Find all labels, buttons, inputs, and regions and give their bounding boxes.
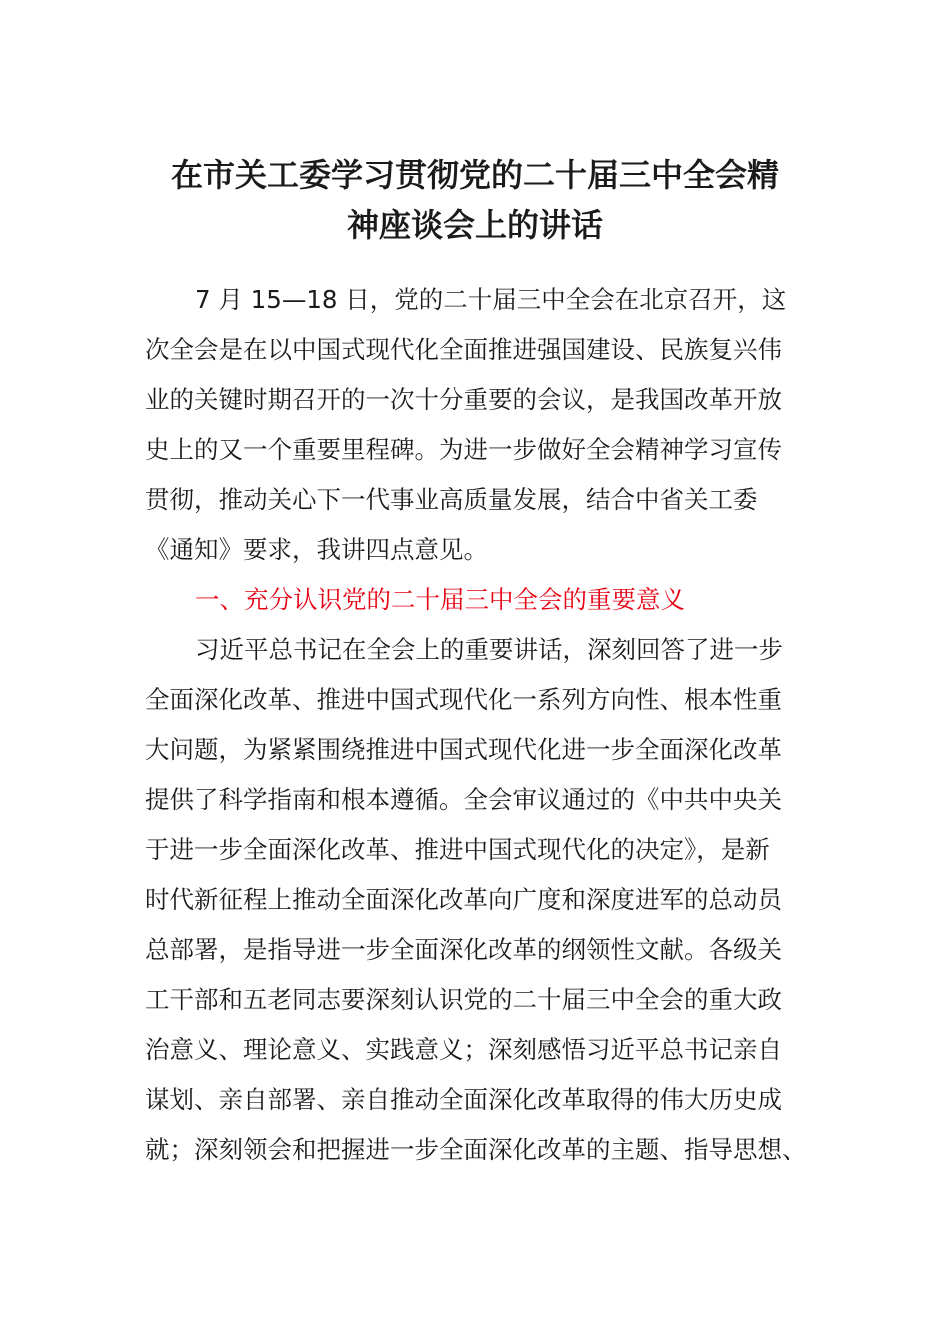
paragraph-line: 业的关键时期召开的一次十分重要的会议，是我国改革开放 [145,385,782,414]
paragraph-intro [145,275,795,575]
paragraph-line: 史上的又一个重要里程碑。为进一步做好全会精神学习宣传 [145,435,782,464]
title-line-1: 在市关工委学习贯彻党的二十届三中全会精 [170,156,779,194]
paragraph-line: 全面深化改革、推进中国式现代化一系列方向性、根本性重 [145,685,782,714]
document-title [120,150,830,250]
paragraph-significance [145,625,807,1175]
paragraph-line: 谋划、亲自部署、亲自推动全面深化改革取得的伟大历史成 [145,1085,782,1114]
paragraph-line: 提供了科学指南和根本遵循。全会审议通过的《中共中央关 [145,785,782,814]
paragraph-line: 总部署，是指导进一步全面深化改革的纲领性文献。各级关 [145,935,782,964]
paragraph-line: 贯彻，推动关心下一代事业高质量发展，结合中省关工委 [145,485,758,514]
paragraph-line: 工干部和五老同志要深刻认识党的二十届三中全会的重大政 [145,985,782,1014]
title-line-2: 神座谈会上的讲话 [346,206,603,244]
paragraph-line: 大问题，为紧紧围绕推进中国式现代化进一步全面深化改革 [145,735,782,764]
paragraph-line: 治意义、理论意义、实践意义；深刻感悟习近平总书记亲自 [145,1035,782,1064]
document-body [145,275,807,1175]
paragraph-line: 次全会是在以中国式现代化全面推进强国建设、民族复兴伟 [145,335,782,364]
paragraph-line: 7 月 15—18 日，党的二十届三中全会在北京召开，这 [195,285,787,314]
section-heading-1: 一、充分认识党的二十届三中全会的重要意义 [195,585,685,614]
paragraph-line: 就；深刻领会和把握进一步全面深化改革的主题、指导思想、 [145,1135,807,1164]
paragraph-line: 习近平总书记在全会上的重要讲话，深刻回答了进一步 [195,635,783,664]
paragraph-line: 于进一步全面深化改革、推进中国式现代化的决定》，是新 [145,835,770,864]
paragraph-line: 《通知》要求，我讲四点意见。 [145,535,488,564]
paragraph-line: 时代新征程上推动全面深化改革向广度和深度进军的总动员 [145,885,782,914]
